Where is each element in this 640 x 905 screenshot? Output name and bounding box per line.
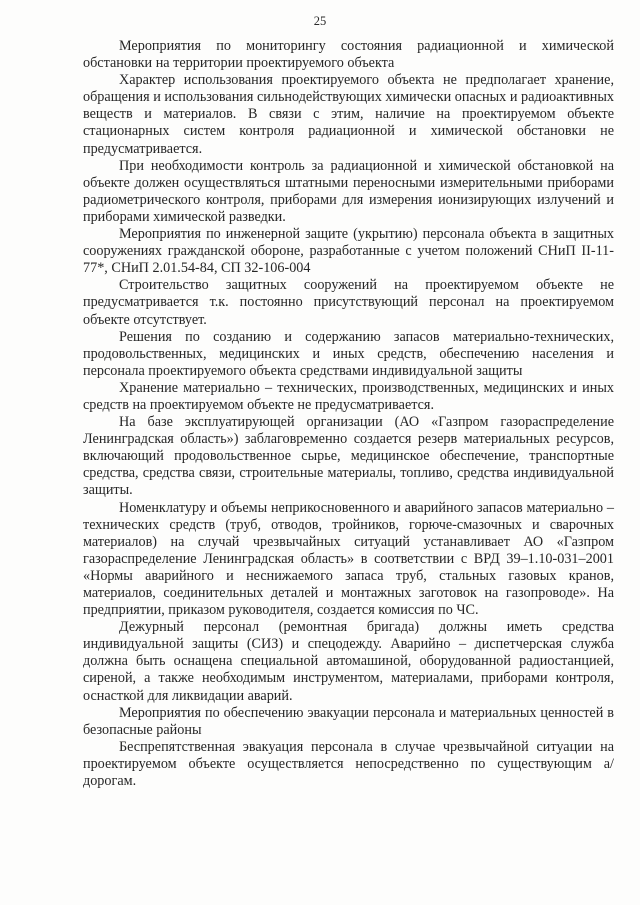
paragraph-reserve-creation: На базе эксплуатирующей организации (АО «Газпром газораспределение Ленинградская область») заблаговременно создается резерв материальных ресурсов, включающий продовольственное сырье, медицинское обеспечение, транспортные средства, средства связи, строительные материалы, топливо, средства индивидуальной защиты. [83, 414, 614, 499]
section-heading-engineering-protection: Мероприятия по инженерной защите (укрытию) персонала объекта в защитных сооружениях гражданской обороне, разработанные с учетом положений СНиП II-11-77*, СНиП 2.01.54-84, СП 32-106-004 [83, 226, 614, 277]
paragraph-control-devices: При необходимости контроль за радиационной и химической обстановкой на объекте должен осуществляться штатными переносными измерительными приборами радиометрического контроля, приборами для измерения ионизирующих излучений и приборами химической разведки. [83, 157, 614, 225]
paragraph-shelters: Строительство защитных сооружений на проектируемом объекте не предусматривается т.к. постоянно присутствующий персонал на проектируемом объекте отсутствует. [83, 277, 614, 328]
paragraph-evacuation: Беспрепятственная эвакуация персонала в случае чрезвычайной ситуации на проектируемом объекте осуществляется непосредственно по существующим а/дорогам. [83, 738, 614, 790]
document-body [83, 38, 614, 790]
paragraph-storage: Хранение материально – технических, производственных, медицинских и иных средств на проектируемом объекте не предусматривается. [83, 379, 614, 413]
page-number: 25 [313, 14, 327, 28]
paragraph-usage-character: Характер использования проектируемого объекта не предполагает хранение, обращения и использования сильнодействующих химически опасных и радиоактивных веществ и материалов. В связи с этим, наличие на проектируемом объекте стационарных систем контроля радиационной и химической обстановки не предусматривается. [83, 72, 614, 157]
paragraph-duty-personnel: Дежурный персонал (ремонтная бригада) должны иметь средства индивидуальной защиты (СИЗ) и спецодежду. Аварийно – диспетчерская служба должна быть оснащена специальной автомашиной, оборудованной радиостанцией, сиреной, а также необходимым инструментом, материалами, приборами контроля, оснасткой для ликвидации аварий. [83, 619, 614, 704]
section-heading-reserves: Решения по созданию и содержанию запасов материально-технических, продовольственных, медицинских и иных средств, обеспечению населения и персонала проектируемого объекта средствами индивидуальной защиты [83, 328, 614, 379]
paragraph-nomenclature: Номенклатуру и объемы неприкосновенного и аварийного запасов материально –технических средств (труб, отводов, тройников, горюче-смазочных и сварочных материалов) на случай чрезвычайных ситуаций устанавливает АО «Газпром газораспределение Ленинградская область» в соответствии с ВРД 39–1.10-031–2001 «Нормы аварийного и неснижаемого запаса труб, стальных газовых кранов, материалов, соединительных деталей и монтажных заготовок на газопроводе». На предприятии, приказом руководителя, создается комиссия по ЧС. [83, 499, 614, 619]
section-heading-monitoring: Мероприятия по мониторингу состояния радиационной и химической обстановки на территории проектируемого объекта [83, 38, 614, 72]
section-heading-evacuation: Мероприятия по обеспечению эвакуации персонала и материальных ценностей в безопасные районы [83, 704, 614, 738]
